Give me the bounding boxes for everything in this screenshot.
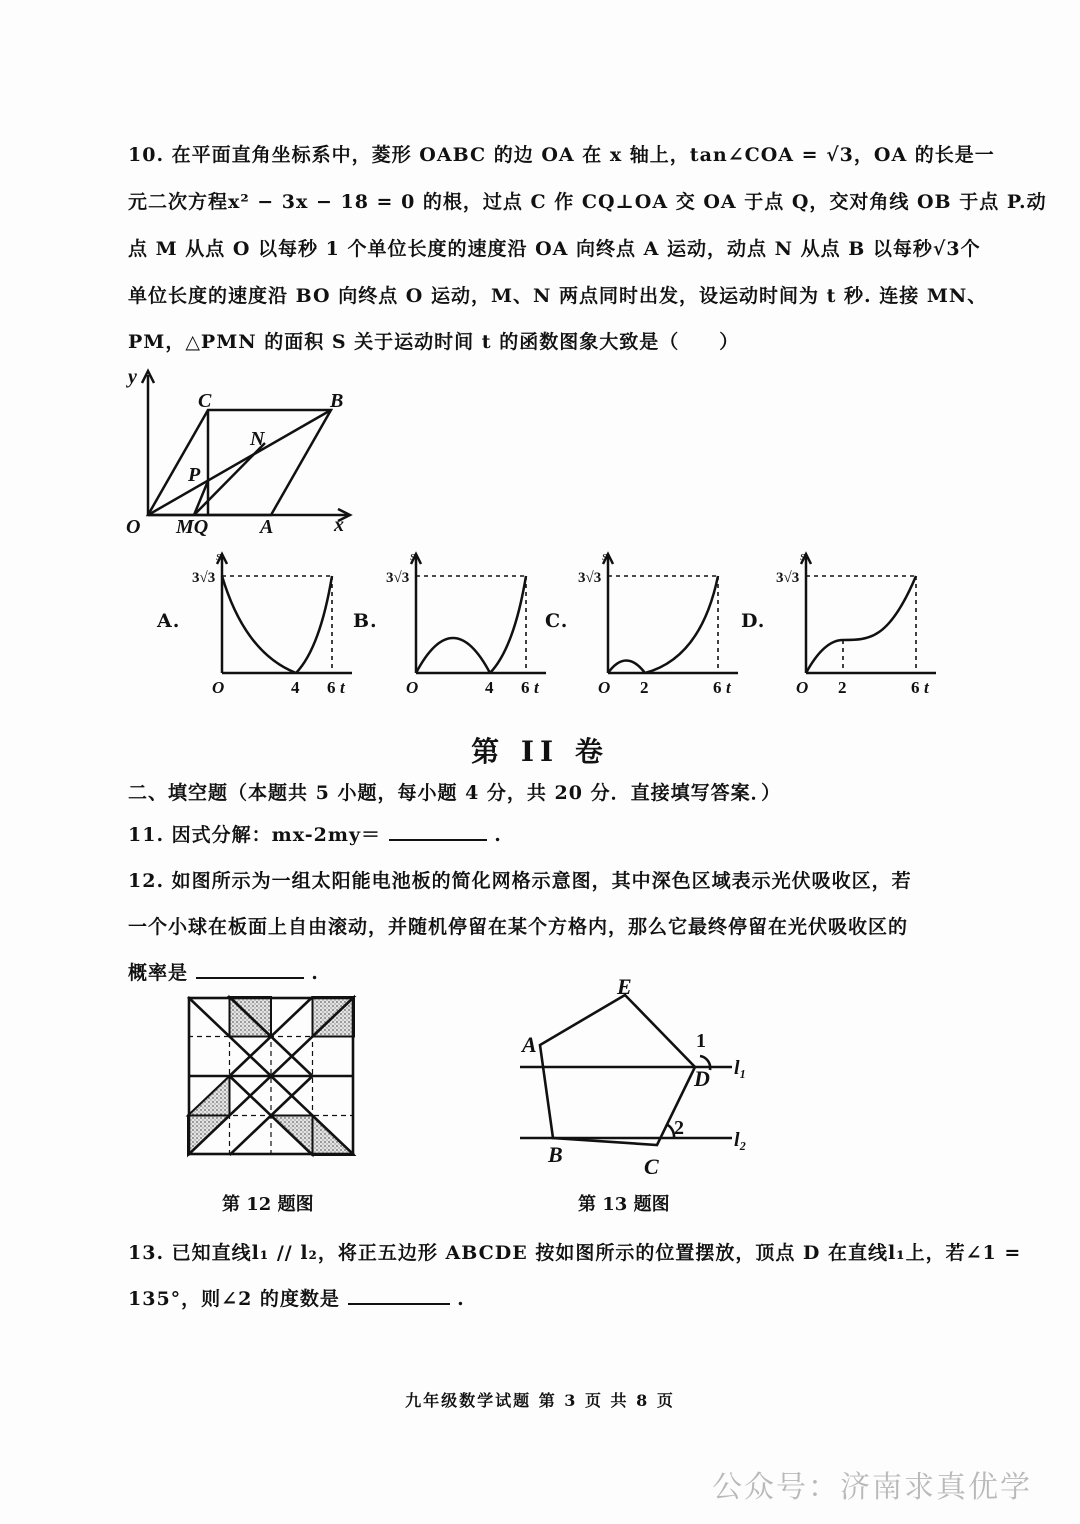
label-angle-1: 1 xyxy=(696,1030,706,1052)
label-angle-2: 2 xyxy=(674,1117,684,1139)
option-a-graph[interactable] xyxy=(190,548,360,698)
tick-ymax: 3√3 xyxy=(192,570,216,586)
q10-line-1: 10. 在平面直角坐标系中，菱形 OABC 的边 OA 在 x 轴上，tan∠COA = √3，OA 的长是一 xyxy=(128,144,995,166)
option-c-letter[interactable]: C. xyxy=(545,610,569,632)
q10-rhombus-figure xyxy=(120,365,360,540)
q10-line-4: 单位长度的速度沿 BO 向终点 O 运动，M、N 两点同时出发，设运动时间为 t 秒. 连接 MN、 xyxy=(128,285,988,307)
option-d-letter[interactable]: D. xyxy=(741,610,766,632)
q10-line-3: 点 M 从点 O 以每秒 1 个单位长度的速度沿 OA 向终点 A 运动，动点 N 从点 B 以每秒√3个 xyxy=(128,238,981,260)
section-title: 第 II 卷 xyxy=(471,735,609,768)
q13-line-1: 13. 已知直线l₁ // l₂，将正五边形 ABCDE 按如图所示的位置摆放，顶点 D 在直线l₁上，若∠1 = xyxy=(128,1242,1022,1264)
page-footer: 九年级数学试题 第 3 页 共 8 页 xyxy=(405,1391,675,1410)
q12-caption: 第 12 题图 xyxy=(222,1194,314,1215)
fig-label-y: y xyxy=(128,366,137,388)
tick-t1: 2 xyxy=(640,678,649,697)
option-d-graph[interactable] xyxy=(774,548,944,698)
tick-ymax: 3√3 xyxy=(776,570,800,586)
label-c: C xyxy=(644,1154,659,1179)
label-d: D xyxy=(694,1066,710,1091)
tick-t2: 6 xyxy=(521,678,530,697)
q13-answer-blank[interactable] xyxy=(348,1285,450,1305)
q11 xyxy=(128,820,502,847)
q10-line-2: 元二次方程x² − 3x − 18 = 0 的根，过点 C 作 CQ⊥OA 交 OA 于点 Q，交对角线 OB 于点 P.动 xyxy=(128,191,1047,213)
q13-caption: 第 13 题图 xyxy=(578,1194,670,1215)
tick-t1: 4 xyxy=(291,678,300,697)
tick-t2: 6 xyxy=(911,678,920,697)
tick-ymax: 3√3 xyxy=(578,570,602,586)
fig-label-o: O xyxy=(126,516,141,538)
pentagon-figure xyxy=(510,970,770,1180)
q11-period: . xyxy=(494,824,502,846)
axis-s: s xyxy=(216,548,222,563)
fig-label-n: N xyxy=(250,428,265,450)
axis-t: t xyxy=(340,678,345,697)
tick-origin: O xyxy=(212,678,225,697)
tick-t2: 6 xyxy=(327,678,336,697)
label-e: E xyxy=(617,974,632,999)
option-b-letter[interactable]: B. xyxy=(353,610,378,632)
q12-period: . xyxy=(311,962,319,984)
label-a: A xyxy=(522,1032,537,1057)
tick-origin: O xyxy=(598,678,611,697)
fig-label-a: A xyxy=(260,516,274,538)
axis-s: s xyxy=(410,548,416,563)
option-b-graph[interactable] xyxy=(384,548,554,698)
solar-grid-figure xyxy=(188,997,354,1155)
axis-s: s xyxy=(800,548,806,563)
option-c-graph[interactable] xyxy=(576,548,746,698)
axis-t: t xyxy=(726,678,731,697)
axis-s: s xyxy=(602,548,608,563)
q12-answer-blank[interactable] xyxy=(196,959,304,979)
q13-text: 135°，则∠2 的度数是 xyxy=(128,1288,340,1310)
option-a-letter[interactable]: A. xyxy=(157,610,181,632)
q12-line-3 xyxy=(128,958,319,985)
label-l2: l₂ xyxy=(734,1129,747,1151)
fig-label-mq: MQ xyxy=(176,516,209,538)
q12-line-2: 一个小球在板面上自由滚动，并随机停留在某个方格内，那么它最终停留在光伏吸收区的 xyxy=(128,916,909,938)
q12-text: 概率是 xyxy=(128,962,189,984)
watermark: 公众号：济南求真优学 xyxy=(712,1470,1032,1505)
fill-in-header: 二、填空题（本题共 5 小题，每小题 4 分，共 20 分．直接填写答案．） xyxy=(128,782,782,804)
label-l1: l₁ xyxy=(734,1057,747,1079)
fig-label-c: C xyxy=(198,390,212,412)
tick-t1: 2 xyxy=(838,678,847,697)
q13-period: . xyxy=(457,1288,465,1310)
tick-origin: O xyxy=(796,678,809,697)
fig-label-x: x xyxy=(334,514,344,536)
tick-t1: 4 xyxy=(485,678,494,697)
tick-ymax: 3√3 xyxy=(386,570,410,586)
axis-t: t xyxy=(924,678,929,697)
q11-text: 11. 因式分解：mx-2my＝ xyxy=(128,824,382,846)
axis-t: t xyxy=(534,678,539,697)
q12-line-1: 12. 如图所示为一组太阳能电池板的简化网格示意图，其中深色区域表示光伏吸收区，若 xyxy=(128,870,912,892)
q13-line-2 xyxy=(128,1284,465,1311)
label-b: B xyxy=(548,1142,563,1167)
fig-label-b: B xyxy=(330,390,344,412)
q11-answer-blank[interactable] xyxy=(389,821,487,841)
q10-line-5: PM，△PMN 的面积 S 关于运动时间 t 的函数图象大致是（ ） xyxy=(128,331,740,353)
fig-label-p: P xyxy=(188,464,201,486)
tick-origin: O xyxy=(406,678,419,697)
tick-t2: 6 xyxy=(713,678,722,697)
